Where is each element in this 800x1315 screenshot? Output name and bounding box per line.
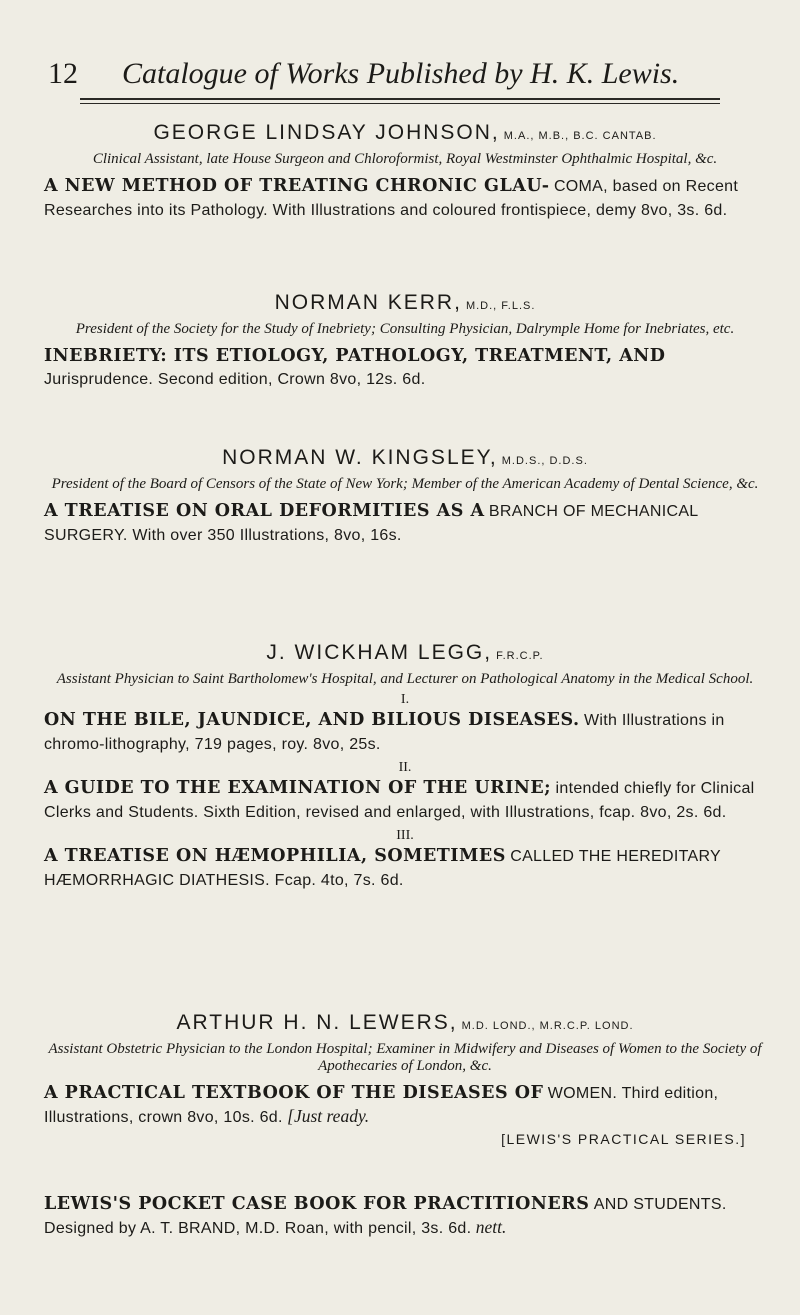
catalogue-entry — [44, 290, 766, 391]
work-item — [44, 844, 766, 892]
work-details: With Illustrations in chromo-lithography, 719 pages, roy. 8vo, 25s. — [44, 712, 725, 753]
page-header — [48, 56, 768, 92]
author-line — [44, 290, 766, 319]
work-title: A TREATISE ON HÆMOPHILIA, SOMETIMES — [44, 846, 506, 866]
author-description: Assistant Physician to Saint Bartholomew's Hospital, and Lecturer on Pathological Anatomy in the Medical School. — [56, 671, 754, 687]
author-name: NORMAN KERR, — [274, 291, 462, 314]
author-degrees: M.A., M.B., B.C. CANTAB. — [503, 130, 657, 142]
author-name: J. WICKHAM LEGG, — [266, 641, 493, 664]
work-title: A PRACTICAL TEXTBOOK OF THE DISEASES OF — [44, 1083, 544, 1103]
author-description: President of the Board of Censors of the State of New York; Member of the American Academy of Dental Science, &c. — [51, 476, 759, 492]
header-rule-thin — [80, 103, 720, 104]
author-degrees: F.R.C.P. — [496, 650, 544, 662]
author-line — [44, 445, 766, 474]
work-details: Jurisprudence. Second edition, Crown 8vo, 12s. 6d. — [44, 371, 426, 388]
work-title: INEBRIETY: ITS ETIOLOGY, PATHOLOGY, TREATMENT, AND — [44, 346, 666, 366]
author-degrees: M.D.S., D.D.S. — [501, 455, 588, 467]
author-name: GEORGE LINDSAY JOHNSON, — [153, 121, 500, 144]
work-item — [44, 776, 766, 824]
author-line — [44, 1010, 766, 1039]
catalogue-entry — [44, 640, 766, 892]
work-title: ON THE BILE, JAUNDICE, AND BILIOUS DISEASES. — [44, 710, 580, 730]
work-details: COMA, based on Recent Researches into its Pathology. With Illustrations and coloured frontispiece, demy 8vo, 3s. 6d. — [44, 178, 739, 219]
work-details: intended chiefly for Clinical Clerks and Students. Sixth Edition, revised and enlarged, with Illustrations, fcap. 8vo, 2s. 6d. — [44, 780, 755, 821]
catalogue-entry — [44, 445, 766, 547]
work-title: A TREATISE ON ORAL DEFORMITIES AS A — [44, 501, 485, 521]
work-number: III. — [396, 828, 414, 843]
work-item — [44, 1192, 766, 1240]
availability-note: [Just ready. — [287, 1106, 370, 1126]
author-degrees: M.D. LOND., M.R.C.P. LOND. — [461, 1020, 634, 1032]
work-title: A NEW METHOD OF TREATING CHRONIC GLAU- — [44, 176, 550, 196]
work-item — [44, 344, 766, 391]
running-title: Catalogue of Works Published by H. K. Lewis. — [122, 57, 680, 90]
work-number: II. — [398, 760, 412, 775]
author-name: NORMAN W. KINGSLEY, — [222, 446, 498, 469]
author-description: Clinical Assistant, late House Surgeon and Chloroformist, Royal Westminster Ophthalmic Hospital, &c. — [92, 151, 718, 167]
work-details: CALLED THE HEREDITARY HÆMORRHAGIC DIATHESIS. Fcap. 4to, 7s. 6d. — [44, 848, 721, 889]
work-details: WOMEN. Third edition, Illustrations, crown 8vo, 10s. 6d. — [44, 1085, 719, 1126]
work-number: I. — [400, 692, 410, 707]
series-note: [LEWIS'S PRACTICAL SERIES.] — [501, 1131, 746, 1147]
author-line — [44, 120, 766, 149]
page-number: 12 — [48, 57, 78, 90]
work-title: A GUIDE TO THE EXAMINATION OF THE URINE; — [44, 778, 552, 798]
work-item — [44, 708, 766, 756]
author-description: President of the Society for the Study of Inebriety; Consulting Physician, Dalrymple Home for Inebriates, etc. — [75, 321, 735, 337]
catalogue-entry — [44, 120, 766, 222]
header-rule — [80, 98, 720, 100]
catalogue-entry-final — [44, 1186, 766, 1240]
work-details: AND STUDENTS. Designed by A. T. BRAND, M.D. Roan, with pencil, 3s. 6d. — [44, 1196, 727, 1237]
author-description: Assistant Obstetric Physician to the London Hospital; Examiner in Midwifery and Diseases of Women to the Society of Apothecaries of London, &c. — [48, 1041, 762, 1074]
author-degrees: M.D., F.L.S. — [465, 300, 536, 312]
author-line — [44, 640, 766, 669]
work-item — [44, 174, 766, 222]
catalogue-entry — [44, 1010, 766, 1147]
work-title: LEWIS'S POCKET CASE BOOK FOR PRACTITIONERS — [44, 1194, 590, 1214]
price-note: nett. — [475, 1217, 507, 1237]
author-name: ARTHUR H. N. LEWERS, — [176, 1011, 458, 1034]
work-item — [44, 1081, 766, 1129]
work-details: BRANCH OF MECHANICAL SURGERY. With over 350 Illustrations, 8vo, 16s. — [44, 503, 698, 544]
work-item — [44, 499, 766, 547]
